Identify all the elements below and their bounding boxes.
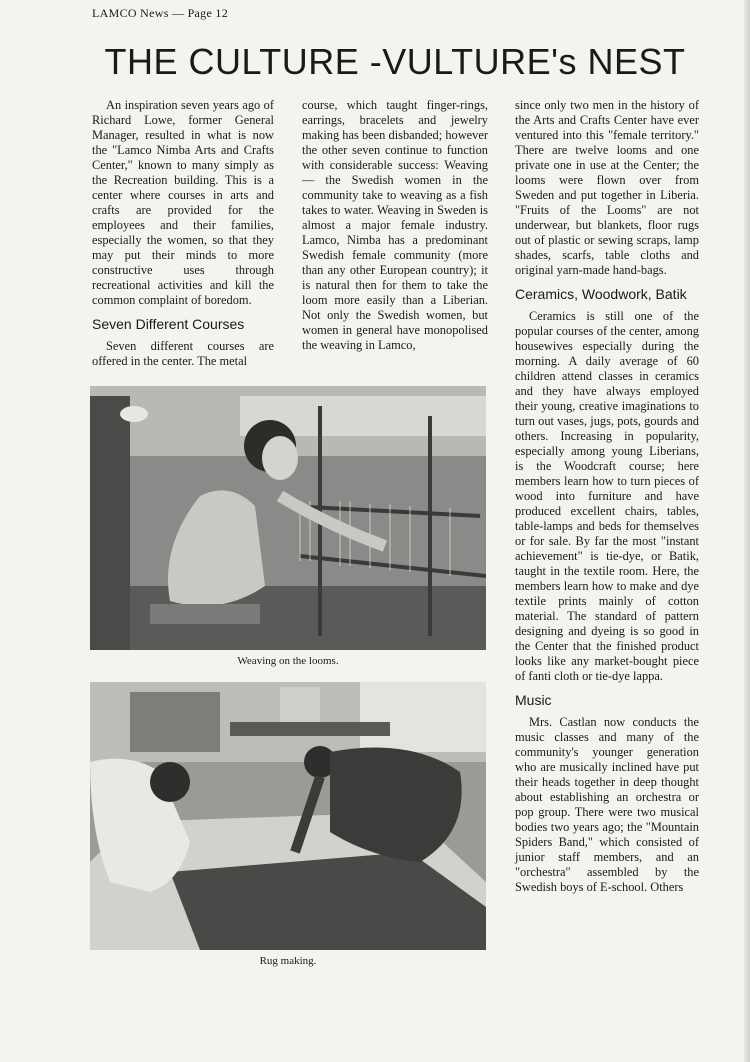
weaving-photo-caption: Weaving on the looms. [237,655,339,667]
article-column-1 [92,98,274,369]
section-heading-courses: Seven Different Courses [92,316,245,332]
courses-paragraph-continued: course, which taught finger-rings, earrings, bracelets and jewelry making has been disbanded; however the other seven continue to function with considerable success: Weaving — the Swedish women in the community take to weaving as a fish takes to water. Weaving in Sweden is almost a major female industry. Lamco, Nimba has a predominant Swedish female community (more than any other European country); it is natural then for them to take the loom more easily than a Liberian. Not only the Swedish women, but women in general have monopolised the weaving in Lamco, [302,98,488,352]
ceramics-paragraph: Ceramics is still one of the popular courses of the center, among housewives especially during the morning. A daily average of 60 children attend classes in ceramics and they have always employed their young, creative imaginations to turn out vases, jugs, pots, gourds and others. Increasing in popularity, especially among young Liberians, is the Woodcraft course; here members learn how to turn pieces of wood into furniture and have produced excellent chairs, tables, table-lamps and beds for themselves or for sale. By far the most "instant achievement" is tie-dye, or Batik, taught in the textile room. Here, the members learn how to make and dye textile prints mainly of cotton material. The standard of pattern designing and dyeing is so good in the Center that the finished product looks like any market-bought piece of fanti cloth or tie-dye lappa. [515,309,699,683]
section-heading-music: Music [515,692,552,708]
section-heading-ceramics: Ceramics, Woodwork, Batik [515,286,687,302]
rug-making-photo-caption: Rug making. [259,955,317,967]
page-edge-shadow [744,0,750,1062]
music-paragraph: Mrs. Castlan now conducts the music classes and many of the community's younger generation who are musically inclined have put their heads together in deep thought about establishing an orchestra or pop group. There were two musical bodies two years ago; the "Mountain Spiders Band," which consisted of junior staff members, and an "orchestra" assembled by the Swedish boys of E-school. Others [515,715,699,894]
intro-paragraph: An inspiration seven years ago of Richard Lowe, former General Manager, resulted in what is now the "Lamco Nimba Arts and Crafts Center," known to many simply as the Recreation building. This is a center where courses in arts and crafts are provided for the employees and their families, especially the women, so that they may put their minds to more constructive uses through recreational activities and kill the common complaint of boredom. [92,98,274,307]
weaving-paragraph-continued: since only two men in the history of the Arts and Crafts Center have ever ventured into this "female territory." There are twelve looms and one private one in use at the Center; the looms were flown over from Sweden and put together in Liberia. "Fruits of the Looms" are not underwear, but blankets, floor rugs out of plastic or sewing scraps, lamp shades, scarfs, table cloths and original yarn-made hand-bags. [515,98,699,277]
article-column-3 [515,98,699,895]
running-head: LAMCO News — Page 12 [92,6,228,20]
courses-paragraph-start: Seven different courses are offered in the center. The metal [92,339,274,368]
weaving-photo [90,386,486,650]
article-column-2 [302,98,488,353]
page-title: THE CULTURE -VULTURE's NEST [104,41,686,82]
rug-making-photo [90,682,486,950]
